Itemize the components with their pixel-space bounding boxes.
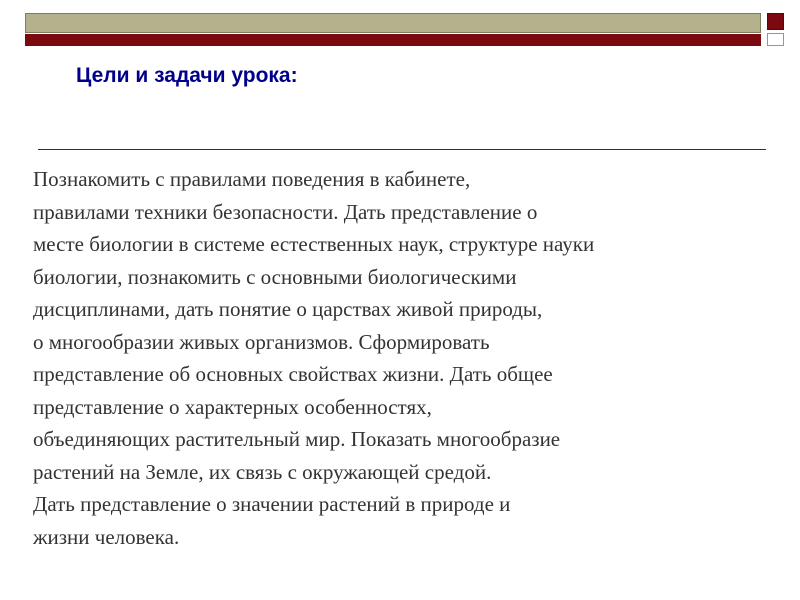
body-line: Познакомить с правилами поведения в кабинете,: [33, 167, 471, 191]
body-line: Дать представление о значении растений в природе и: [33, 492, 511, 516]
header-band-olive: [25, 13, 761, 33]
body-line: о многообразии живых организмов. Сформировать: [33, 329, 490, 354]
body-line: растений на Земле, их связь с окружающей средой.: [33, 459, 492, 484]
body-line: правилами техники безопасности. Дать представление о: [33, 199, 538, 224]
header-band-maroon: [25, 34, 761, 46]
slide-body: [33, 163, 594, 553]
header-square-maroon: [767, 13, 784, 30]
divider-line: [38, 149, 766, 150]
body-line: биологии, познакомить с основными биологическими: [33, 264, 517, 289]
body-line: месте биологии в системе естественных наук, структуре науки: [33, 232, 595, 256]
body-line: жизни человека.: [33, 524, 180, 549]
body-line: объединяющих растительный мир. Показать многообразие: [33, 427, 561, 451]
header-square-outline: [767, 33, 784, 46]
body-line: представление об основных свойствах жизни. Дать общее: [33, 362, 553, 386]
body-line: представление о характерных особенностях,: [33, 394, 432, 419]
body-line: дисциплинами, дать понятие о царствах живой природы,: [33, 297, 543, 321]
slide-title: Цели и задачи урока:: [76, 64, 298, 87]
